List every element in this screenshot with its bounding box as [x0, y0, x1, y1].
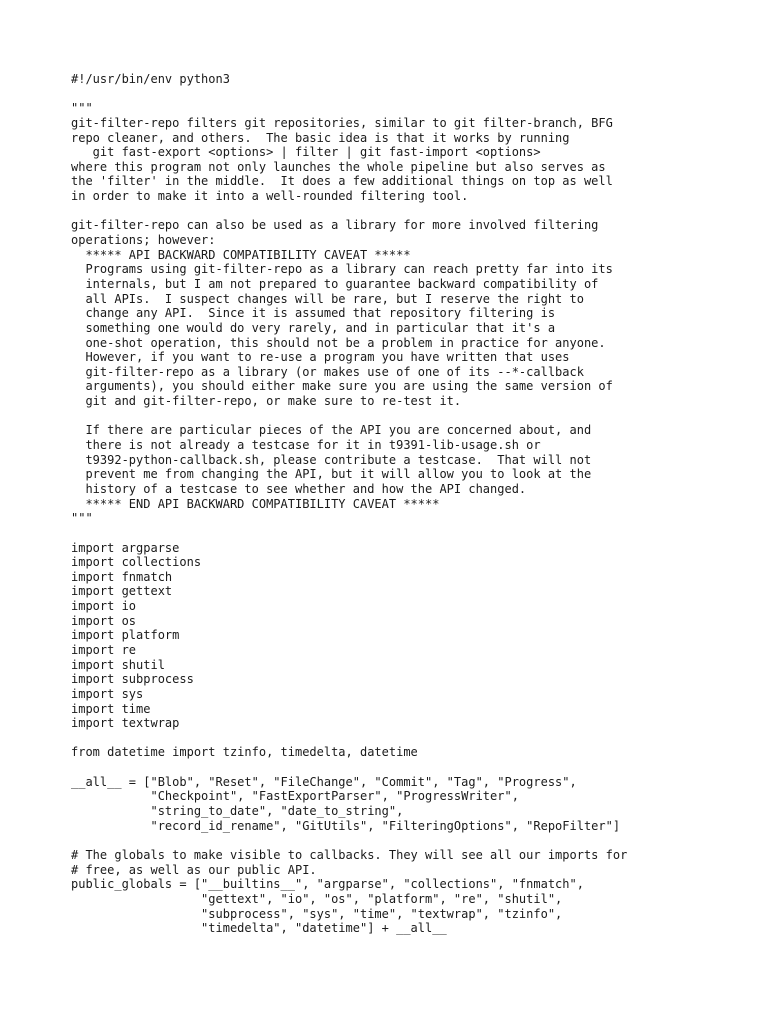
code-line: import fnmatch [71, 569, 173, 584]
code-line: t9392-python-callback.sh, please contribute a testcase. That will not [71, 452, 592, 467]
code-line: where this program not only launches the whole pipeline but also serves as [71, 159, 606, 174]
code-line: change any API. Since it is assumed that repository filtering is [71, 306, 556, 321]
code-line: the 'filter' in the middle. It does a few additional things on top as well [71, 174, 613, 189]
code-line: prevent me from changing the API, but it will allow you to look at the [71, 467, 592, 482]
code-line: "record_id_rename", "GitUtils", "FilteringOptions", "RepoFilter"] [71, 818, 621, 833]
code-line: # The globals to make visible to callbacks. They will see all our imports for [71, 847, 628, 862]
code-line: "Checkpoint", "FastExportParser", "ProgressWriter", [71, 789, 519, 804]
code-line: "timedelta", "datetime"] + __all__ [71, 921, 447, 936]
code-line: #!/usr/bin/env python3 [71, 72, 230, 86]
code-line: one-shot operation, this should not be a problem in practice for anyone. [71, 335, 606, 350]
code-line: import re [71, 642, 137, 657]
code-line [71, 760, 751, 775]
code-line: repo cleaner, and others. The basic idea is that it works by running [71, 130, 570, 145]
code-line: Programs using git-filter-repo as a library can reach pretty far into its [71, 262, 613, 277]
code-line [71, 409, 751, 424]
code-line: If there are particular pieces of the API you are concerned about, and [71, 423, 592, 438]
code-line: "subprocess", "sys", "time", "textwrap", "tzinfo", [71, 906, 563, 921]
code-line: import argparse [71, 540, 180, 555]
code-line: # free, as well as our public API. [71, 862, 317, 877]
code-line: there is not already a testcase for it in t9391-lib-usage.sh or [71, 438, 541, 453]
code-line: "gettext", "io", "os", "platform", "re", "shutil", [71, 891, 563, 906]
code-line: internals, but I am not prepared to guarantee backward compatibility of [71, 276, 599, 291]
code-line: However, if you want to re-use a program you have written that uses [71, 350, 570, 365]
code-line: """ [71, 511, 93, 526]
code-line: git-filter-repo as a library (or makes use of one of its --*-callback [71, 364, 584, 379]
code-line: import collections [71, 555, 202, 570]
code-line: from datetime import tzinfo, timedelta, datetime [71, 745, 418, 760]
code-line: ***** API BACKWARD COMPATIBILITY CAVEAT ***** [71, 247, 411, 262]
code-line: all APIs. I suspect changes will be rare, but I reserve the right to [71, 291, 584, 306]
code-line: "string_to_date", "date_to_string", [71, 804, 404, 819]
code-line: import textwrap [71, 716, 180, 731]
code-line: public_globals = ["__builtins__", "argparse", "collections", "fnmatch", [71, 877, 584, 892]
code-line: import io [71, 599, 137, 614]
code-line: import gettext [71, 584, 173, 599]
code-line [71, 731, 751, 746]
code-line: import os [71, 613, 137, 628]
code-line: ***** END API BACKWARD COMPATIBILITY CAVEAT ***** [71, 496, 440, 511]
code-line: import shutil [71, 657, 165, 672]
code-line: git-filter-repo can also be used as a library for more involved filtering [71, 218, 599, 233]
code-line: """ [71, 101, 93, 116]
code-line [71, 833, 751, 848]
code-line [71, 526, 751, 541]
code-line: operations; however: [71, 233, 216, 248]
code-line: import sys [71, 686, 144, 701]
code-line: __all__ = ["Blob", "Reset", "FileChange", "Commit", "Tag", "Progress", [71, 774, 577, 789]
code-line [71, 204, 751, 219]
code-line: import time [71, 701, 151, 716]
code-line: history of a testcase to see whether and how the API changed. [71, 481, 527, 496]
code-line: git fast-export <options> | filter | git fast-import <options> [71, 145, 541, 160]
code-line: git-filter-repo filters git repositories, similar to git filter-branch, BFG [71, 115, 613, 130]
code-line: git and git-filter-repo, or make sure to re-test it. [71, 394, 462, 409]
code-line [71, 87, 751, 102]
code-line: in order to make it into a well-rounded filtering tool. [71, 189, 469, 204]
code-line: import subprocess [71, 672, 194, 687]
source-code-listing [71, 72, 751, 936]
code-line: something one would do very rarely, and in particular that it's a [71, 320, 556, 335]
code-line: import platform [71, 628, 180, 643]
code-line: arguments), you should either make sure you are using the same version of [71, 379, 613, 394]
